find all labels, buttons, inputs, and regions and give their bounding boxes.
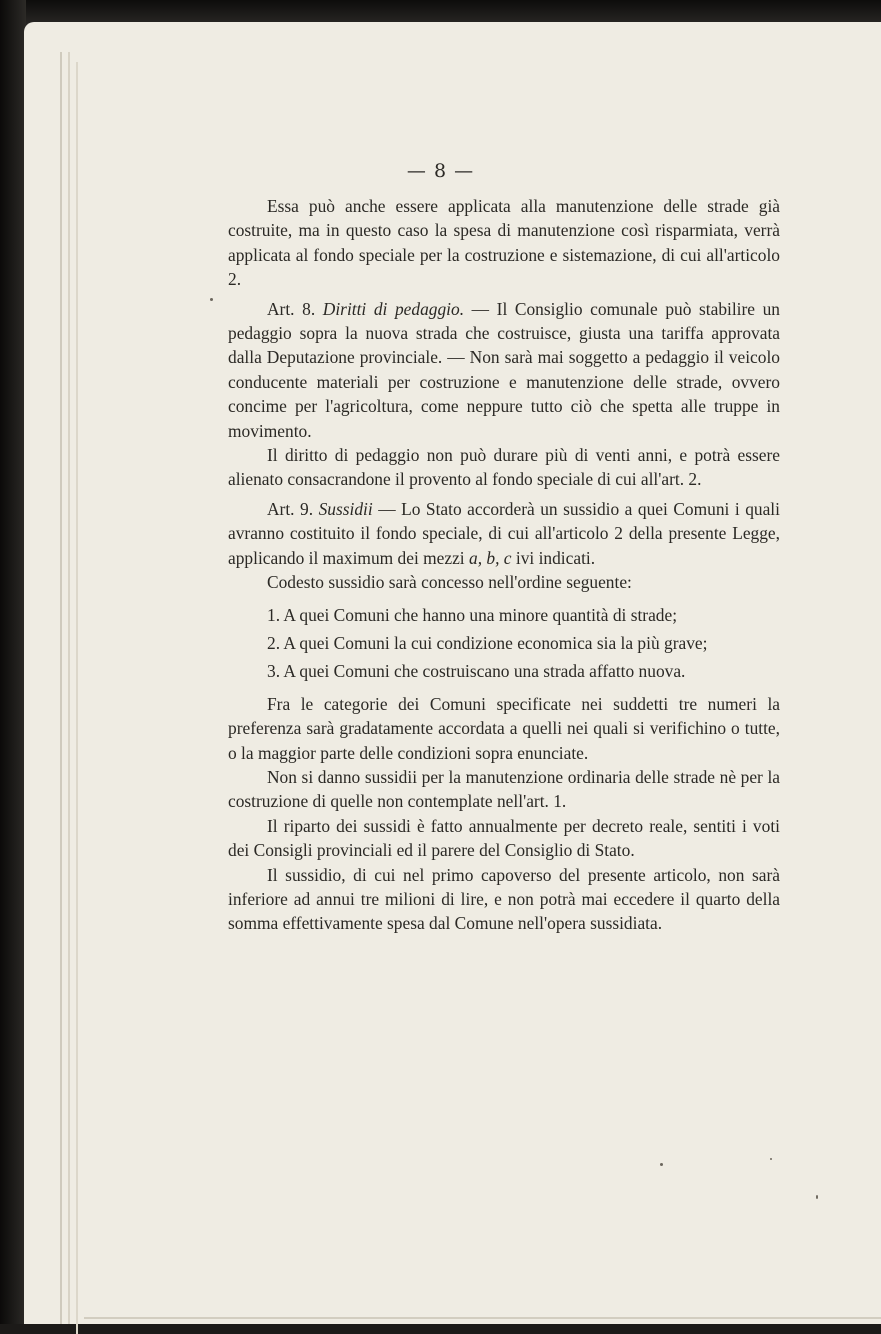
paragraph [228,692,780,765]
paragraph [228,863,780,936]
article-number: Art. 9. [267,498,314,519]
list-item-text: 2. A quei Comuni la cui condizione economica sia la più grave; [267,632,708,653]
article-text-tail: ivi indicati. [515,547,596,568]
article-title: Diritti di pedaggio. [322,298,465,319]
paragraph-text: Fra le categorie dei Comuni specificate nei suddetti tre numeri la preferenza sarà gradatamente accordata a quelli nei quali si verifichino o tutte, o la maggior parte delle condizioni sopra enunciate. [228,693,780,763]
scan-border-left [0,0,26,1324]
paragraph-text: Il diritto di pedaggio non può durare più di venti anni, e potrà essere alienato consacrandone il provento al fondo speciale di cui all'art. 2. [228,445,780,490]
page-edge-line [68,52,70,1324]
page-edge-line [76,62,78,1334]
list-item [228,631,780,655]
paragraph [228,814,780,863]
list-item-text: 3. A quei Comuni che costruiscano una strada affatto nuova. [267,661,686,682]
page-number: — 8 — [406,160,475,182]
article-8 [228,297,780,443]
page-edge-line [60,52,62,1324]
article-letters: a, b, c [469,547,512,568]
page-bottom-edge [84,1317,881,1319]
paragraph [228,570,780,594]
paragraph-text: Il riparto dei sussidi è fatto annualmente per decreto reale, sentiti i voti dei Consigli provinciali ed il parere del Consiglio di Stato. [228,815,780,861]
paragraph [228,443,780,492]
list-item-text: 1. A quei Comuni che hanno una minore quantità di strade; [267,604,678,625]
body-text [228,194,780,936]
article-title: Sussidii [318,498,373,519]
scan-speck [770,1158,772,1160]
paragraph-text: Il sussidio, di cui nel primo capoverso del presente articolo, non sarà inferiore ad annui tre milioni di lire, e non potrà mai eccedere il quarto della somma effettivamente spesa dal Comune nell'opera sussidiata. [228,864,780,934]
list-item [228,659,780,683]
paragraph-text: Essa può anche essere applicata alla manutenzione delle strade già costruite, ma in questo caso la spesa di manutenzione così risparmiata, verrà applicata al fondo speciale per la costruzione e sistemazione, di cui all'articolo 2. [228,196,780,290]
paragraph [228,194,780,292]
list-item [228,603,780,627]
paragraph-text: Non si danno sussidii per la manutenzione ordinaria delle strade nè per la costruzione di quelle non contemplate nell'art. 1. [228,766,780,812]
article-text: — Il Consiglio comunale può stabilire un pedaggio sopra la nuova strada che costruisce, giusta una tariffa approvata dalla Deputazione provinciale. — Non sarà mai soggetto a pedaggio il veicolo conducente materiali per costruzione e manutenzione delle strade, ovvero concime per l'agricoltura, come neppure tutto ciò che spetta alle truppe in movimento. [228,298,781,441]
article-9 [228,497,780,570]
paragraph-text: Codesto sussidio sarà concesso nell'ordine seguente: [267,572,632,593]
article-text: — Lo Stato accorderà un sussidio a quei Comuni i quali avranno costituito il fondo speciale, di cui all'articolo 2 della presente Legge, applicando il maximum dei mezzi [228,498,780,568]
scan-speck [816,1195,818,1199]
article-number: Art. 8. [267,298,316,319]
scan-speck [660,1163,663,1166]
paragraph [228,765,780,814]
scan-speck [210,298,213,301]
